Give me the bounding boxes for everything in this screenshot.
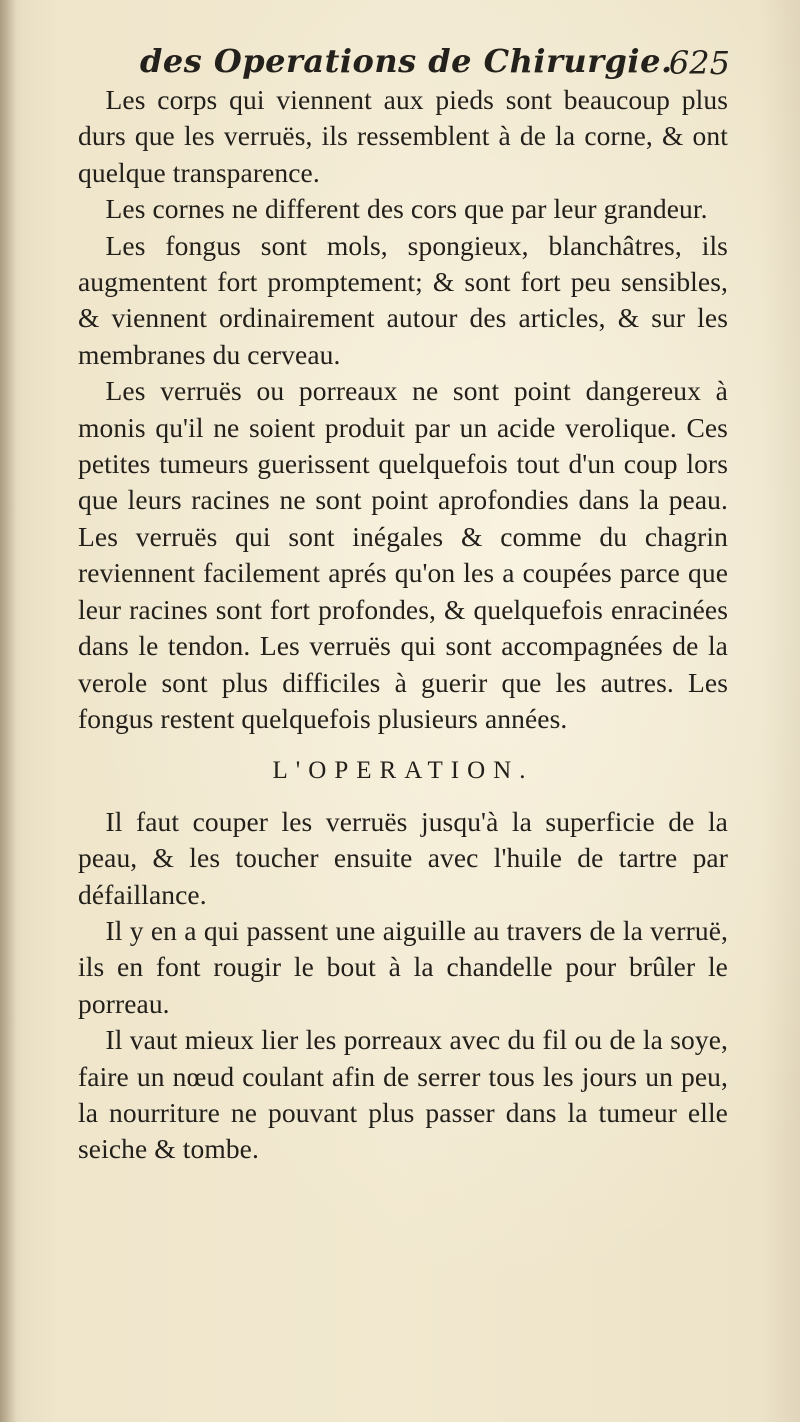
running-title: des Operations de Chirurgie. [140, 42, 673, 80]
paragraph-corps: Les corps qui viennent aux pieds sont beaucoup plus durs que les verruës, ils ressemblent à de la corne, & ont quelque transparence. [78, 84, 728, 188]
paragraph-fongus: Les fongus sont mols, spongieux, blanchâtres, ils augmentent fort promptement; & sont fort peu sensibles, & viennent ordinairement autour des articles, & sur les membranes du cerveau. [78, 229, 728, 370]
section-heading: L'OPERATION. [272, 757, 534, 785]
paragraph-verrues: Les verruës ou porreaux ne sont point dangereux à monis qu'il ne soient produit par un acide verolique. Ces petites tumeurs guerissent quelquefois tout d'un coup lors que leurs racines ne sont point aprofondies dans la peau. Les verruës qui sont inégales & comme du chagrin reviennent facilement aprés qu'on les a coupées parce que leur racines sont fort profondes, & quelquefois enracinées dans le tendon. Les verruës qui sont accompagnées de la verole sont plus difficiles à guerir que les autres. Les fongus restent quelquefois plusieurs années. [78, 375, 728, 734]
operation-paragraph-couper: Il faut couper les verruës jusqu'à la superficie de la peau, & les toucher ensuite avec l'huile de tartre par défaillance. [78, 805, 728, 910]
body-text [78, 82, 728, 1168]
operation-paragraph-aiguille: Il y en a qui passent une aiguille au travers de la verruë, ils en font rougir le bout à la chandelle pour brûler le porreau. [78, 914, 728, 1019]
page-number: 625 [668, 44, 730, 82]
operation-paragraph-lier: Il vaut mieux lier les porreaux avec du fil ou de la soye, faire un nœud coulant afin de serrer tous les jours un peu, la nourriture ne pouvant plus passer dans la tumeur elle seiche & tombe. [78, 1024, 728, 1165]
paragraph-cornes: Les cornes ne different des cors que par leur grandeur. [105, 193, 708, 225]
binding-shadow [0, 0, 16, 1422]
